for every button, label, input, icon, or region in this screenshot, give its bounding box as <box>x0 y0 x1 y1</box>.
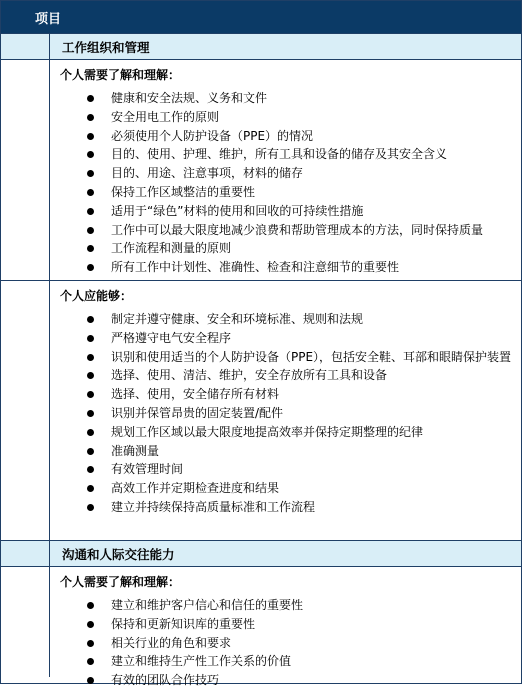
list-item: 识别和使用适当的个人防护设备（PPE），包括安全鞋、耳部和眼睛保护装置 <box>50 348 515 367</box>
list-item: 必须使用个人防护设备（PPE）的情况 <box>50 127 515 146</box>
list-item: 有效的团队合作技巧 <box>50 671 515 690</box>
bullet-icon <box>87 189 94 196</box>
bullet-icon <box>87 264 94 271</box>
bullet-icon <box>87 151 94 158</box>
bullet-icon <box>87 677 94 684</box>
left-cell <box>1 60 50 280</box>
bullet-icon <box>87 335 94 342</box>
knowledge-list <box>50 596 515 690</box>
bullet-icon <box>87 410 94 417</box>
bullet-icon <box>87 316 94 323</box>
list-item: 严格遵守电气安全程序 <box>50 329 515 348</box>
list-item: 目的、用途、注意事项，材料的储存 <box>50 164 515 183</box>
section-heading-communication <box>1 540 521 566</box>
bullet-icon <box>87 170 94 177</box>
bullet-icon <box>87 114 94 121</box>
knowledge-subtitle: 个人需要了解和理解： <box>60 575 181 589</box>
list-item: 识别并保管昂贵的固定装置/配件 <box>50 404 515 423</box>
list-item: 选择、使用、清洁、维护，安全存放所有工具和设备 <box>50 366 515 385</box>
bullet-icon <box>87 133 94 140</box>
bullet-icon <box>87 429 94 436</box>
list-item: 建立和维护客户信心和信任的重要性 <box>50 596 515 615</box>
bullet-icon <box>87 448 94 455</box>
bullet-icon <box>87 95 94 102</box>
section-title: 工作组织和管理 <box>62 39 150 55</box>
bullet-icon <box>87 227 94 234</box>
list-item: 适用于“绿色”材料的使用和回收的可持续性措施 <box>50 202 515 221</box>
list-item: 相关行业的角色和要求 <box>50 634 515 653</box>
bullet-icon <box>87 391 94 398</box>
list-item: 建立并持续保持高质量标准和工作流程 <box>50 498 515 517</box>
bullet-icon <box>87 485 94 492</box>
list-item: 建立和维持生产性工作关系的价值 <box>50 652 515 671</box>
bullet-icon <box>87 621 94 628</box>
list-item: 所有工作中计划性、准确性、检查和注意细节的重要性 <box>50 258 515 277</box>
list-item: 目的、使用、护理、维护，所有工具和设备的储存及其安全含义 <box>50 145 515 164</box>
list-item: 制定并遵守健康、安全和环境标准、规则和法规 <box>50 310 515 329</box>
list-item: 准确测量 <box>50 442 515 461</box>
knowledge-block <box>1 59 521 280</box>
list-item: 高效工作并定期检查进度和结果 <box>50 479 515 498</box>
bullet-icon <box>87 658 94 665</box>
bullet-icon <box>87 602 94 609</box>
section-title: 沟通和人际交往能力 <box>62 546 175 562</box>
ability-subtitle: 个人应能够： <box>60 289 133 303</box>
bullet-icon <box>87 245 94 252</box>
bullet-icon <box>87 466 94 473</box>
list-item: 有效管理时间 <box>50 460 515 479</box>
bullet-icon <box>87 504 94 511</box>
table-header <box>1 1 521 33</box>
list-item: 安全用电工作的原则 <box>50 108 515 127</box>
knowledge-list <box>50 89 515 277</box>
list-item: 规划工作区域以最大限度地提高效率并保持定期整理的纪律 <box>50 423 515 442</box>
section-heading-left-cell <box>1 34 50 59</box>
section-heading-work-organization <box>1 33 521 59</box>
bullet-icon <box>87 208 94 215</box>
list-item: 保持工作区域整洁的重要性 <box>50 183 515 202</box>
left-cell <box>1 567 50 677</box>
header-title: 项目 <box>35 11 62 27</box>
bullet-icon <box>87 372 94 379</box>
knowledge-subtitle: 个人需要了解和理解： <box>60 68 181 82</box>
bullet-icon <box>87 354 94 361</box>
list-item: 工作流程和测量的原则 <box>50 239 515 258</box>
list-item: 工作中可以最大限度地减少浪费和帮助管理成本的方法，同时保持质量 <box>50 221 515 240</box>
knowledge-block <box>1 566 521 688</box>
list-item: 保持和更新知识库的重要性 <box>50 615 515 634</box>
list-item: 健康和安全法规、义务和文件 <box>50 89 515 108</box>
ability-block <box>1 280 521 540</box>
bullet-icon <box>87 640 94 647</box>
ability-list <box>50 310 515 517</box>
section-heading-left-cell <box>1 541 50 566</box>
list-item: 选择、使用，安全储存所有材料 <box>50 385 515 404</box>
left-cell <box>1 281 50 540</box>
